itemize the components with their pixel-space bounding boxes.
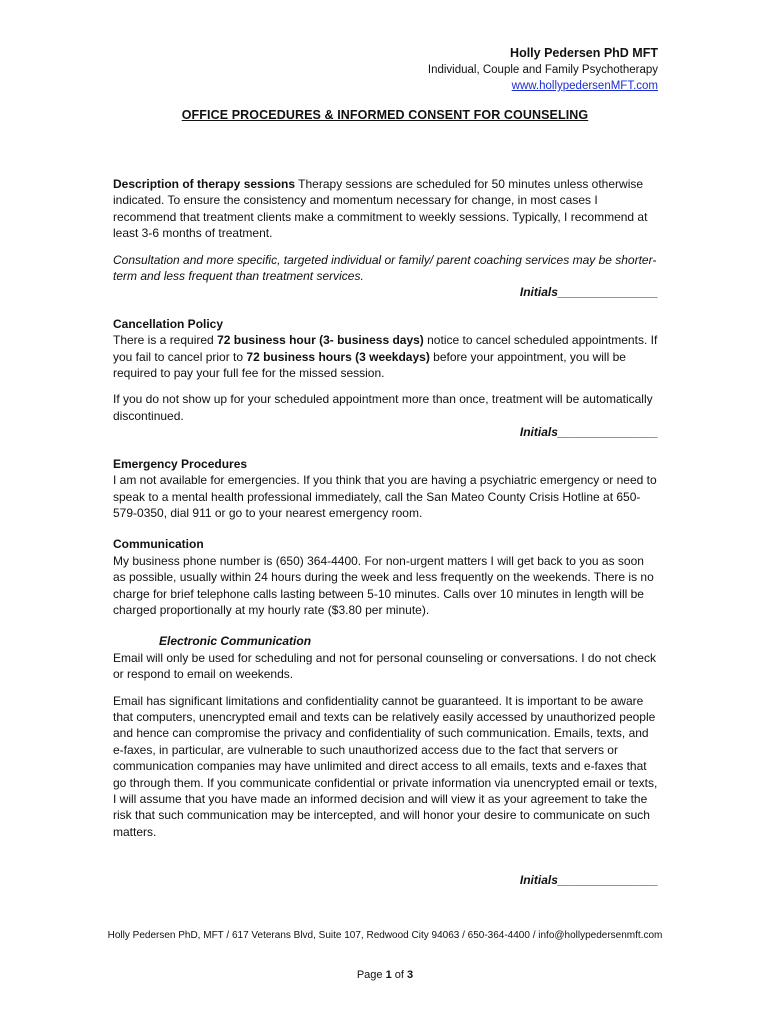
cancellation-heading: Cancellation Policy bbox=[113, 316, 224, 331]
email-paragraph-1: Email will only be used for scheduling and not for personal counseling or conversations. I do not check or respond to email on weekends. bbox=[113, 650, 656, 682]
sessions-text: Therapy sessions are scheduled for 50 minutes unless otherwise indicated. To ensure the consistency and momentum necessary for change, in most cases I recommend that treatment clients make a commitment to weekly sessions. Typically, I recommend at least 3-6 months of treatment. bbox=[113, 177, 648, 241]
cancellation-paragraph bbox=[113, 332, 658, 381]
page-current: 1 bbox=[385, 969, 392, 981]
no-show-paragraph: If you do not show up for your scheduled appointment more than once, treatment will be automatically discontinued. bbox=[113, 392, 653, 423]
page-of: of bbox=[391, 969, 408, 981]
sessions-italic-note: Consultation and more specific, targeted individual or family/ parent coaching services may be shorter-term and less frequent than treatment services. bbox=[113, 252, 657, 284]
email-paragraph-2: Email has significant limitations and confidentiality cannot be guaranteed. It is important to be aware that computers, unencrypted email and texts can be relatively easily accessed by unauthorized people and hence can compromise the privacy and confidentiality of such communication. Emails, texts, and e-faxes, in particular, are vulnerable to such unauthorized access due to the fact that servers or communication companies may have unlimited and direct access to all emails, texts and e-faxes that go through them. If you communicate confidential or private information via unencrypted email or texts, I will assume that you have made an informed decision and will view it as your agreement to take the risk that such communication may be intercepted, and will honor your desire to communicate on such matters. bbox=[113, 693, 658, 839]
initials-field-3[interactable]: Initials_______________ bbox=[519, 873, 658, 888]
document-title: OFFICE PROCEDURES & INFORMED CONSENT FOR COUNSELING bbox=[181, 108, 589, 122]
cancellation-bold-1: 72 business hour (3- business days) bbox=[217, 333, 424, 348]
cancellation-text-1: There is a required bbox=[113, 333, 218, 348]
initials-field-2[interactable]: Initials_______________ bbox=[519, 425, 658, 440]
initials-field-1[interactable]: Initials_______________ bbox=[519, 285, 658, 300]
emergency-paragraph: I am not available for emergencies. If you think that you are having a psychiatric emergency or need to speak to a mental health professional immediately, call the San Mateo County Crisis Hotline at 650-579-0350, dial 911 or go to your nearest emergency room. bbox=[113, 473, 657, 520]
practice-subtitle: Individual, Couple and Family Psychotherapy bbox=[427, 64, 658, 76]
electronic-communication-heading: Electronic Communication bbox=[159, 634, 312, 649]
page-prefix: Page bbox=[356, 969, 386, 981]
sessions-paragraph bbox=[113, 176, 658, 242]
practitioner-name: Holly Pedersen PhD MFT bbox=[510, 46, 658, 60]
cancellation-text-2: notice to cancel scheduled appointments. If you fail to cancel prior to bbox=[113, 333, 658, 364]
page-total: 3 bbox=[407, 969, 414, 981]
document-body bbox=[113, 176, 658, 889]
communication-heading: Communication bbox=[113, 537, 204, 552]
website-link[interactable]: www.hollypedersenMFT.com bbox=[511, 80, 658, 92]
cancellation-bold-2: 72 business hours (3 weekdays) bbox=[246, 349, 430, 364]
cancellation-text-3: before your appointment, you will be required to pay your full fee for the missed session. bbox=[113, 349, 626, 381]
page-footer: Holly Pedersen PhD, MFT / 617 Veterans Blvd, Suite 107, Redwood City 94063 / 650-364-4400 / info@hollypedersenmft.com bbox=[107, 930, 663, 941]
sessions-heading: Description of therapy sessions bbox=[113, 177, 296, 191]
page-number bbox=[0, 969, 770, 981]
emergency-heading: Emergency Procedures bbox=[113, 456, 248, 471]
communication-paragraph: My business phone number is (650) 364-4400. For non-urgent matters I will get back to you as soon as possible, usually within 24 hours during the week and less frequently on the weekends. There is no charge for brief telephone calls lasting between 5-10 minutes. Calls over 10 minutes in length will be charged proportionally at my hourly rate ($3.80 per minute). bbox=[113, 553, 654, 617]
